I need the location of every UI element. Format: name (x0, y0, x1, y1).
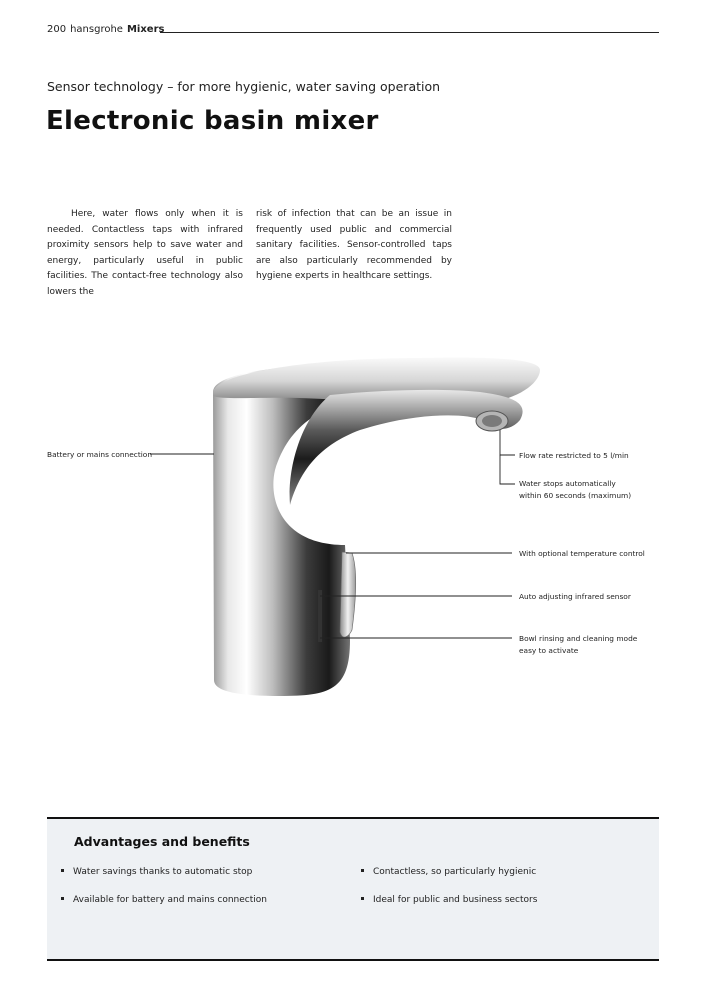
callout-infrared-sensor: Auto adjusting infrared sensor (519, 592, 631, 601)
bullet-icon (61, 897, 64, 900)
callout-rinse-mode: Bowl rinsing and cleaning mode easy to activate (519, 634, 638, 655)
page-header (47, 24, 164, 35)
temperature-knob (340, 552, 356, 637)
benefit-item: Contactless, so particularly hygienic (361, 867, 536, 877)
section-name: Mixers (126, 24, 165, 35)
bullet-icon (361, 897, 364, 900)
bullet-icon (61, 869, 64, 872)
page-subtitle: Sensor technology – for more hygienic, water saving operation (47, 79, 441, 94)
body-text-column-1: Here, water flows only when it is needed. Contactless taps with infrared proximity sensors help to save water and energy, particularly useful in public facilities. The contact-free technology also lowers the (47, 209, 243, 297)
page-number: 200 (47, 24, 67, 35)
header-divider (160, 32, 659, 33)
infrared-sensor (318, 590, 322, 642)
benefit-item: Water savings thanks to automatic stop (61, 867, 252, 877)
body-text-column-2: risk of infection that can be an issue in frequently used public and commercial sanitary facilities. Sensor-controlled taps are also particularly recommended by hygiene experts in healthcare settings. (256, 209, 452, 282)
callout-water-stops: Water stops automatically within 60 seconds (maximum) (519, 479, 632, 500)
callout-battery: Battery or mains connection (47, 450, 152, 459)
brand-name: hansgrohe (70, 24, 123, 35)
faucet-spout (290, 390, 523, 505)
bullet-icon (361, 869, 364, 872)
benefits-title: Advantages and benefits (74, 834, 250, 849)
page-title: Electronic basin mixer (46, 106, 379, 136)
callout-temperature: With optional temperature control (519, 549, 645, 558)
benefit-item: Ideal for public and business sectors (361, 895, 537, 905)
callout-flow-rate: Flow rate restricted to 5 l/min (519, 451, 629, 460)
benefits-box (47, 817, 659, 961)
benefit-item: Available for battery and mains connection (61, 895, 267, 905)
